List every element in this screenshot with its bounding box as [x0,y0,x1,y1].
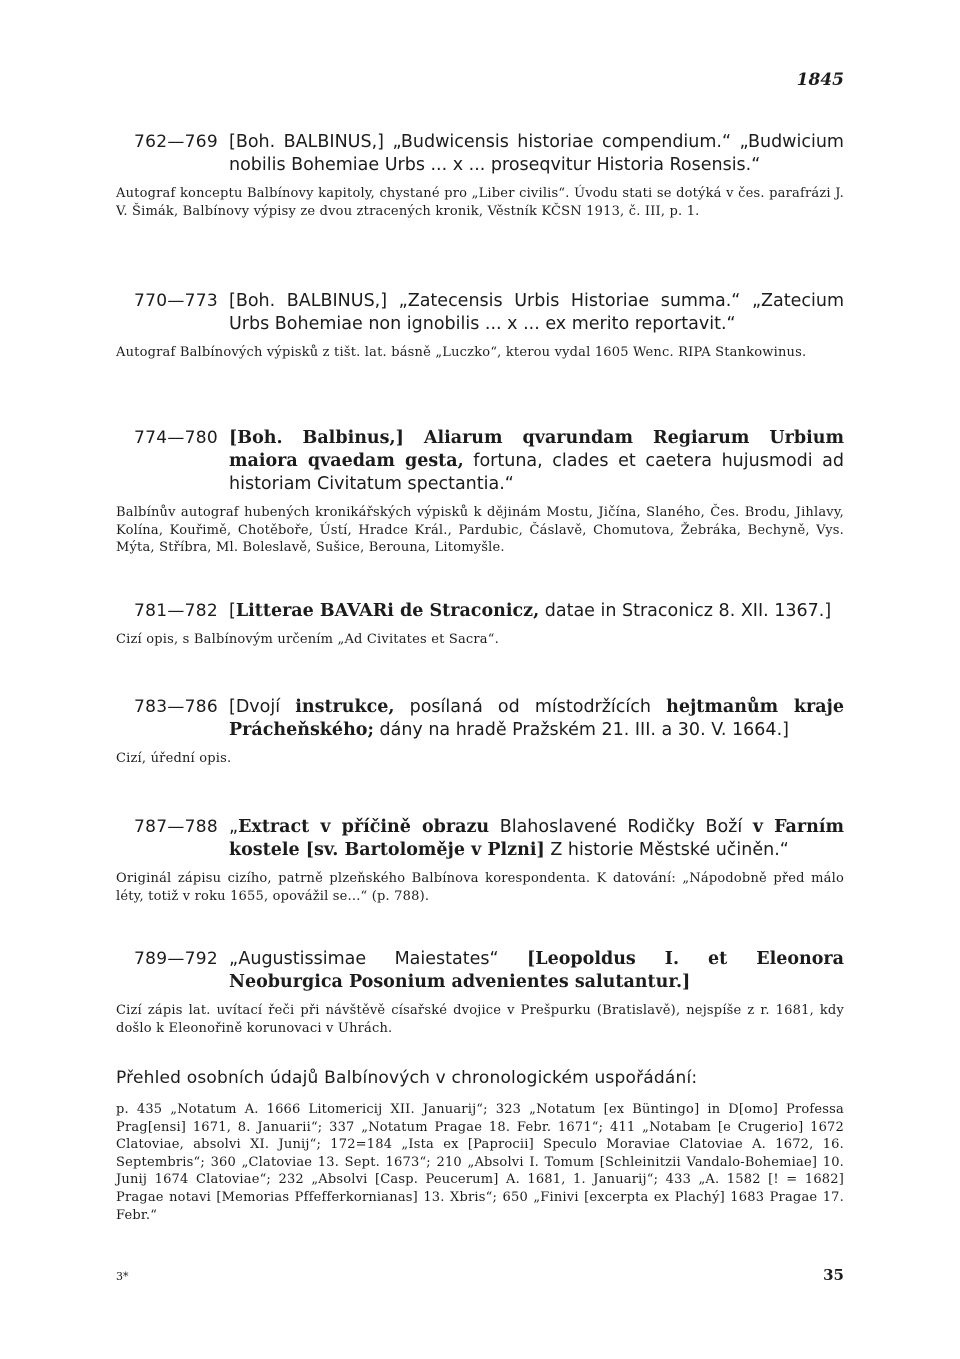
entry-note: Autograf konceptu Balbínovy kapitoly, chystané pro „Liber civilis“. Úvodu stati se dotýká v čes. parafrázi J. V. Šimák, Balbínovy výpisy ze dvou ztracených kronik, Věstník KČSN 1913, č. III, p. 1. [116,186,844,219]
entry-title: „Extract v příčině obrazu Blahoslavené Rodičky Boží v Farním kostele [sv. Bartoloměje v Plzni] Z historie Městské učiněn.“ [229,817,845,860]
entry-note: Originál zápisu cizího, patrně plzeňského Balbínova korespondenta. K datování: „Nápodobně před málo léty, totiž v roku 1655, opovážil se...“ (p. 788). [116,871,844,904]
entry-title-bold: „Zatecensis Urbis Historiae summa.“ [398,291,741,311]
entry-title: [Boh. BALBINUS,] „Zatecensis Urbis Historiae summa.“ „Zatecium Urbs Bohemiae non ignobilis ... x ... ex merito reportavit.“ [229,291,844,334]
entry-note: Balbínův autograf hubených kronikářských výpisků k dějinám Mostu, Jičína, Slaného, Čes. Brodu, Jihlavy, Kolína, Kouřimě, Chotěboře, Ústí, Hradce Král., Pardubic, Čáslavě, Chomutova, Žebráka, Bechyně, Vys. Mýta, Stříbra, Ml. Boleslavě, Sušice, Berouna, Litomyšle. [116,505,844,555]
entry-note: Cizí, úřední opis. [116,751,232,766]
entry-title-bold: Extract v příčině obrazu [238,817,490,837]
entry-title-bold: Aliarum qvarundam Regiarum Urbium maiora qvaedam gesta, [229,428,844,471]
entry-title-bold: v Farním kostele [sv. Bartoloměje v Plzni] [229,817,845,860]
entry-title: [Litterae BAVARi de Straconicz, datae in Straconicz 8. XII. 1367.] [229,601,832,621]
catalog-entry [116,948,844,1037]
page-range: 774—780 [134,428,218,448]
page-range: 781—782 [134,601,218,621]
catalog-entry [116,290,844,362]
catalog-entry [116,600,844,649]
page-number-bottom: 35 [823,1266,844,1284]
entry-title-bold: instrukce, [295,697,395,717]
catalog-entry [116,131,844,220]
catalog-entry [116,696,844,768]
entry-title: [Dvojí instrukce, posílaná od místodržících hejtmanům kraje Prácheňského; dány na hradě Pražském 21. III. a 30. V. 1664.] [229,697,844,740]
entry-title-bold: hejtmanům kraje Prácheňského; [229,697,844,740]
catalog-entry [116,427,844,557]
entry-note: Cizí opis, s Balbínovým určením „Ad Civitates et Sacra“. [116,632,499,647]
section-text: p. 435 „Notatum A. 1666 Litomericij XII. Januarij“; 323 „Notatum [ex Büntingo] in D[omo] Professa Prag[ensi] 1671, 8. Januarii“; 337 „Notatum Pragae 18. Febr. 1671“; 411 „Notabam [e Crugerio] 1672 Clatoviae, absolvi XI. Junij“; 172=184 „Ista ex [Paprocii] Speculo Moraviae Clatoviae A. 1672, 16. Septembris“; 360 „Clatoviae 13. Sept. 1673“; 210 „Absolvi I. Tomum [Schleinitzii Vandalo-Bohemiae] 10. Junij 1674 Clatoviae“; 232 „Absolvi [Casp. Peucerum] A. 1681, 1. Januarij“; 433 „A. 1582 [! = 1682] Pragae notavi [Memorias Pffefferkornianas] 13. Xbris“; 650 „Finivi [excerpta ex Plachý] 1683 Pragae 17. Febr.“ [116,1102,844,1223]
entry-note: Cizí zápis lat. uvítací řeči při návštěvě císařské dvojice v Prešpurku (Bratislavě), nejspíše z r. 1681, kdy došlo k Eleonořině korunovaci v Uhrách. [116,1003,844,1036]
catalog-entry [116,816,844,905]
page-range: 783—786 [134,697,218,717]
entry-title-bold: „Budwicensis historiae compendium.“ [392,132,732,152]
page-range: 787—788 [134,817,218,837]
page-range: 770—773 [134,291,218,311]
page-range: 762—769 [134,132,218,152]
page-number-top: 1845 [796,70,844,90]
entry-title: [Boh. Balbinus,] Aliarum qvarundam Regiarum Urbium maiora qvaedam gesta, fortuna, clades et caetera hujusmodi ad historiam Civitatum spectantia.“ [229,428,844,494]
entry-title-bold: Litterae BAVARi de Straconicz, [235,601,540,621]
footer-signature-mark: 3* [116,1270,129,1283]
entry-title-bold: [Leopoldus I. et Eleonora Neoburgica Posonium advenientes salutantur.] [229,949,844,992]
entry-title: „Augustissimae Maiestates“ [Leopoldus I. et Eleonora Neoburgica Posonium advenientes salutantur.] [229,949,844,992]
section-heading: Přehled osobních údajů Balbínových v chronologickém uspořádání: [116,1068,698,1088]
page-range: 789—792 [134,949,218,969]
entry-title: [Boh. BALBINUS,] „Budwicensis historiae compendium.“ „Budwicium nobilis Bohemiae Urbs ... x ... proseqvitur Historia Rosensis.“ [229,132,844,175]
entry-note: Autograf Balbínových výpisků z tišt. lat. básně „Luczko“, kterou vydal 1605 Wenc. RIPA Stankowinus. [116,345,807,360]
